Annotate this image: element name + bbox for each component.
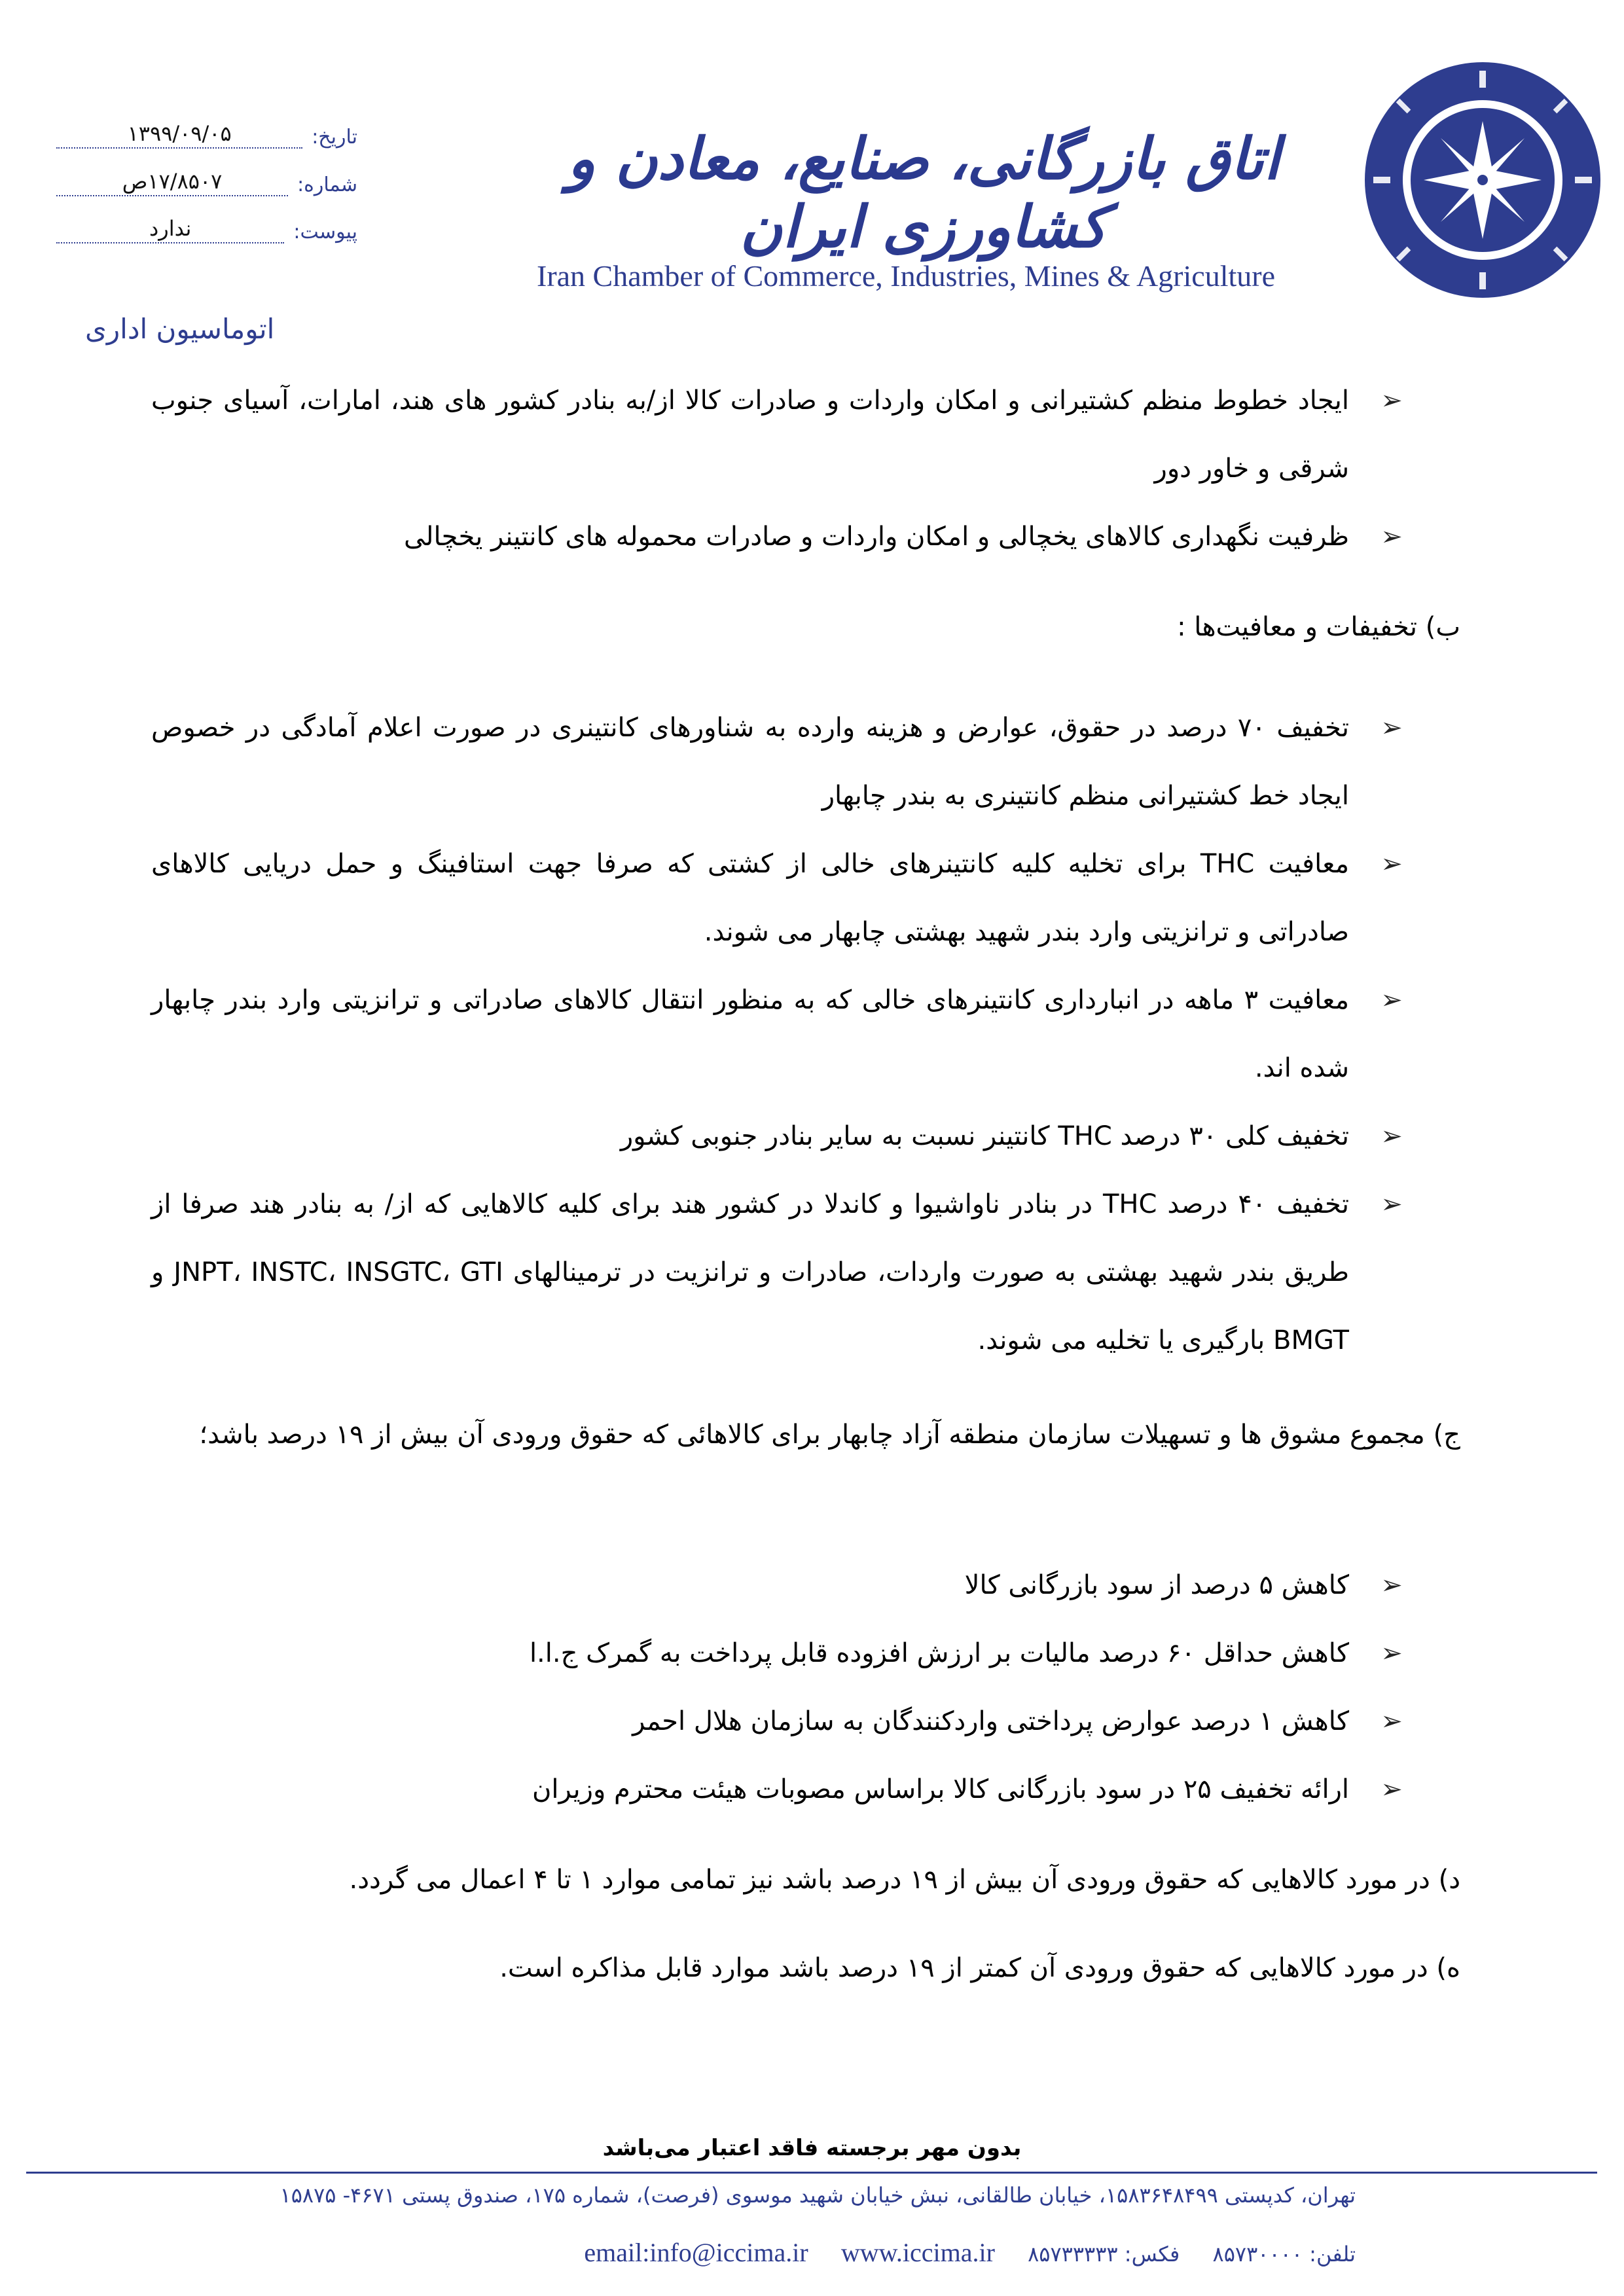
arrow-bullet-icon: ➢ bbox=[1380, 1774, 1403, 1804]
number-value: ۱۷/۸۵۰۷ص bbox=[56, 169, 288, 196]
list-item: ➢ کاهش حداقل ۶۰ درصد مالیات بر ارزش افزوده قابل پرداخت به گمرک ج.ا.ا bbox=[151, 1619, 1349, 1687]
list-item: ➢ تخفیف ۷۰ درصد در حقوق، عوارض و هزینه وارده به شناورهای کانتینری در صورت اعلام آمادگی در خصوص ایجاد خط کشتیرانی منظم کانتینری به بندر چابهار bbox=[151, 694, 1349, 830]
footer-fax: فکس: ۸۵۷۳۳۳۳۳ bbox=[1028, 2242, 1180, 2267]
arrow-bullet-icon: ➢ bbox=[1380, 386, 1403, 416]
org-name-fa: اتاق بازرگانی، صنایع، معادن و کشاورزی ایران bbox=[567, 124, 1280, 260]
list-item: ➢ ایجاد خطوط منظم کشتیرانی و امکان واردات و صادرات کالا از/به بنادر کشور های هند، امارات، آسیای جنوب شرقی و خاور دور bbox=[151, 367, 1349, 503]
date-row bbox=[56, 121, 357, 149]
list-item: ➢ معافیت THC برای تخلیه کلیه کانتینرهای خالی از کشتی که صرفا جهت استافینگ و حمل دریایی کالاهای صادراتی و ترانزیتی وارد بندر شهید بهشتی چابهار می شوند. bbox=[151, 830, 1349, 966]
arrow-bullet-icon: ➢ bbox=[1380, 522, 1403, 552]
arrow-bullet-icon: ➢ bbox=[1380, 849, 1403, 879]
list-item: ➢ کاهش ۱ درصد عوارض پرداختی واردکنندگان به سازمان هلال احمر bbox=[151, 1687, 1349, 1755]
footer-contacts bbox=[0, 2237, 1356, 2268]
footer-address: تهران، کدپستی ۱۵۸۳۶۴۸۴۹۹، خیابان طالقانی، نبش خیابان شهید موسوی (فرصت)، شماره ۱۷۵، صندوق پستی ۴۶۷۱- ۱۵۸۷۵ bbox=[280, 2183, 1356, 2208]
date-value: ۱۳۹۹/۰۹/۰۵ bbox=[56, 121, 302, 149]
list-item: ➢ تخفیف ۴۰ درصد THC در بنادر ناواشیوا و کاندلا در کشور هند برای کلیه کالاهایی که از/ به بنادر هند صرفا از طریق بندر شهید بهشتی به صورت واردات، صادرات و ترانزیت در ترمینالهای JNPT، INSTC، INSGTC، GTI و BMGT بارگیری یا تخلیه می شوند. bbox=[151, 1170, 1349, 1374]
arrow-bullet-icon: ➢ bbox=[1380, 713, 1403, 743]
footer-divider bbox=[26, 2172, 1597, 2174]
list-item: ➢ ارائه تخفیف ۲۵ در سود بازرگانی کالا براساس مصوبات هیئت محترم وزیران bbox=[151, 1755, 1349, 1823]
attachment-value: ندارد bbox=[56, 216, 284, 243]
bullets-a bbox=[151, 367, 1403, 571]
arrow-bullet-icon: ➢ bbox=[1380, 1189, 1403, 1219]
section-e: ه) در مورد کالاهایی که حقوق ورودی آن کمتر از ۱۹ درصد باشد موارد قابل مذاکره است. bbox=[499, 1953, 1460, 1983]
date-label: تاریخ: bbox=[312, 126, 357, 149]
section-d: د) در مورد کالاهایی که حقوق ورودی آن بیش از ۱۹ درصد باشد نیز تمامی موارد ۱ تا ۴ اعمال می گردد. bbox=[349, 1865, 1460, 1895]
footer-phone: تلفن: ۸۵۷۳۰۰۰۰ bbox=[1212, 2242, 1356, 2267]
office-label: اتوماسیون اداری bbox=[85, 313, 275, 345]
chamber-logo bbox=[1362, 59, 1604, 301]
arrow-bullet-icon: ➢ bbox=[1380, 1570, 1403, 1600]
arrow-bullet-icon: ➢ bbox=[1380, 985, 1403, 1015]
org-name-en: Iran Chamber of Commerce, Industries, Mines & Agriculture bbox=[537, 259, 1275, 293]
footer-email[interactable]: email:info@iccima.ir bbox=[584, 2238, 808, 2267]
list-item: ➢ کاهش ۵ درصد از سود بازرگانی کالا bbox=[151, 1551, 1349, 1619]
seal-notice: بدون مهر برجسته فاقد اعتبار می‌باشد bbox=[602, 2135, 1022, 2161]
arrow-bullet-icon: ➢ bbox=[1380, 1706, 1403, 1736]
attachment-row bbox=[56, 216, 357, 243]
bullets-c bbox=[151, 1551, 1403, 1823]
list-item: ➢ تخفیف کلی ۳۰ درصد THC کانتینر نسبت به سایر بنادر جنوبی کشور bbox=[151, 1102, 1349, 1170]
list-item: ➢ معافیت ۳ ماهه در انبارداری کانتینرهای خالی که به منظور انتقال کالاهای صادراتی و ترانزیتی وارد بندر چابهار شده اند. bbox=[151, 966, 1349, 1102]
footer-website[interactable]: www.iccima.ir bbox=[840, 2238, 995, 2267]
bullets-b bbox=[151, 694, 1403, 1374]
list-item: ➢ ظرفیت نگهداری کالاهای یخچالی و امکان واردات و صادرات محموله های کانتینر یخچالی bbox=[151, 503, 1349, 571]
attachment-label: پیوست: bbox=[293, 221, 357, 243]
section-c-heading: ج) مجموع مشوق ها و تسهیلات سازمان منطقه آزاد چابهار برای کالاهائی که حقوق ورودی آن بیش از ۱۹ درصد باشد؛ bbox=[199, 1420, 1460, 1450]
arrow-bullet-icon: ➢ bbox=[1380, 1121, 1403, 1151]
section-b-heading: ب) تخفیفات و معافیت‌ها : bbox=[1177, 612, 1460, 642]
number-label: شماره: bbox=[297, 173, 357, 196]
number-row bbox=[56, 169, 357, 196]
arrow-bullet-icon: ➢ bbox=[1380, 1638, 1403, 1668]
